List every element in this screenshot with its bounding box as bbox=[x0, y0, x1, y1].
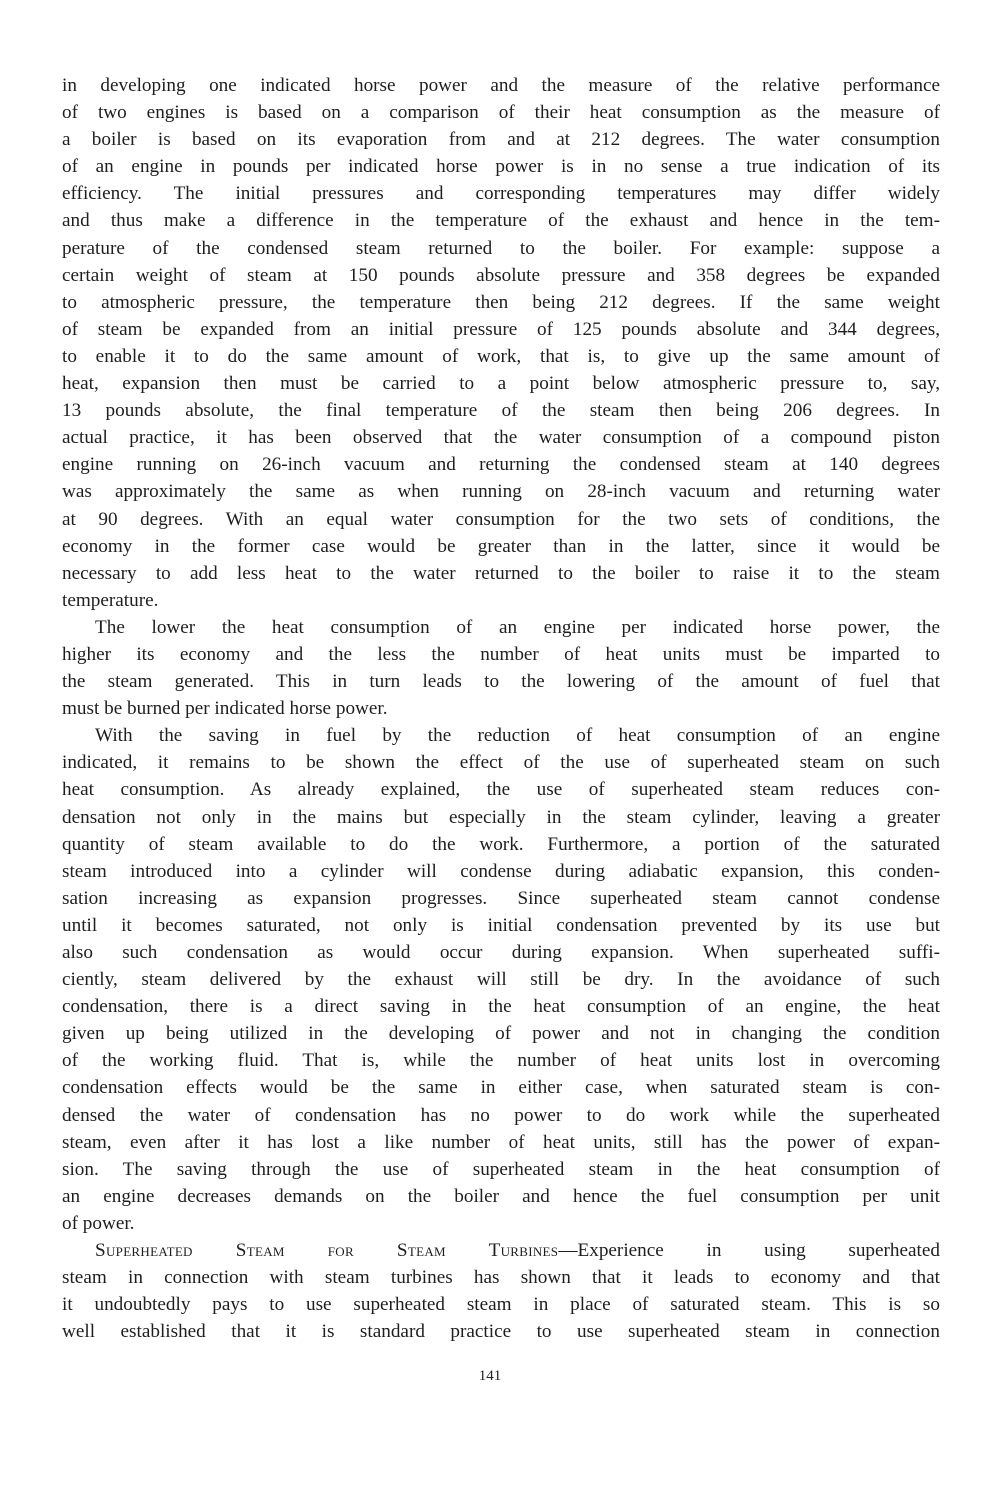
text-line: a boiler is based on its evaporation from and at 212 degrees. The water consumption bbox=[62, 129, 940, 151]
paragraph bbox=[62, 72, 940, 614]
text-line: actual practice, it has been observed that the water consumption of a compound piston bbox=[62, 427, 940, 449]
page-number: 141 bbox=[478, 1368, 502, 1384]
text-line: densed the water of condensation has no power to do work while the superheated bbox=[62, 1104, 940, 1126]
text-line: economy in the former case would be greater than in the latter, since it would be bbox=[62, 535, 940, 557]
text-line: indicated, it remains to be shown the effect of the use of superheated steam on such bbox=[62, 752, 940, 774]
text-line: steam in connection with steam turbines has shown that it leads to economy and that bbox=[62, 1267, 940, 1289]
text-line: of two engines is based on a comparison of their heat consumption as the measure of bbox=[62, 102, 940, 124]
text-line: higher its economy and the less the number of heat units must be imparted to bbox=[62, 643, 940, 665]
text-line: of power. bbox=[62, 1212, 135, 1234]
text-line: With the saving in fuel by the reduction of heat consumption of an engine bbox=[95, 725, 940, 747]
text-line: to atmospheric pressure, the temperature then being 212 degrees. If the same weight bbox=[62, 291, 940, 313]
text-line: of steam be expanded from an initial pressure of 125 pounds absolute and 344 degrees, bbox=[62, 318, 940, 340]
text-line: of the working fluid. That is, while the number of heat units lost in overcoming bbox=[62, 1050, 940, 1072]
text-line: sion. The saving through the use of superheated steam in the heat consumption of bbox=[62, 1158, 940, 1180]
section-heading: Superheated Steam for Steam Turbines bbox=[95, 1240, 559, 1262]
text-line: to enable it to do the same amount of work, that is, to give up the same amount of bbox=[62, 345, 940, 367]
text-line: engine running on 26-inch vacuum and returning the condensed steam at 140 degrees bbox=[62, 454, 940, 476]
text-line: must be burned per indicated horse power. bbox=[62, 698, 388, 720]
text-line: sation increasing as expansion progresses. Since superheated steam cannot condense bbox=[62, 887, 940, 909]
text-line: well established that it is standard practice to use superheated steam in connection bbox=[62, 1321, 940, 1343]
text-line: in developing one indicated horse power and the measure of the relative performance bbox=[62, 75, 940, 96]
text-line: condensation effects would be the same in either case, when saturated steam is con- bbox=[62, 1077, 940, 1099]
text-line: and thus make a difference in the temperature of the exhaust and hence in the tem- bbox=[62, 210, 940, 232]
text-line: steam, even after it has lost a like number of heat units, still has the power of expan- bbox=[62, 1131, 940, 1153]
text-line: at 90 degrees. With an equal water consumption for the two sets of conditions, the bbox=[62, 508, 940, 530]
text-line: quantity of steam available to do the work. Furthermore, a portion of the saturated bbox=[62, 833, 940, 855]
text-line: necessary to add less heat to the water returned to the boiler to raise it to the steam bbox=[62, 562, 940, 584]
text-line: of an engine in pounds per indicated horse power is in no sense a true indication of its bbox=[62, 156, 940, 178]
text-line bbox=[62, 1237, 940, 1264]
text-span: —Experience in using superheated bbox=[558, 1240, 941, 1262]
text-line: The lower the heat consumption of an engine per indicated horse power, the bbox=[95, 616, 940, 638]
page-body bbox=[62, 72, 940, 1345]
paragraph bbox=[62, 1237, 940, 1345]
text-line: ciently, steam delivered by the exhaust will still be dry. In the avoidance of such bbox=[62, 969, 940, 991]
text-line: given up being utilized in the developing of power and not in changing the condition bbox=[62, 1023, 940, 1045]
text-line: efficiency. The initial pressures and corresponding temperatures may differ widely bbox=[62, 183, 940, 205]
text-line: it undoubtedly pays to use superheated steam in place of saturated steam. This is so bbox=[62, 1294, 940, 1316]
paragraph bbox=[62, 614, 940, 722]
text-line: also such condensation as would occur during expansion. When superheated suffi- bbox=[62, 942, 940, 963]
text-line: certain weight of steam at 150 pounds absolute pressure and 358 degrees be expanded bbox=[62, 264, 940, 286]
text-line: was approximately the same as when running on 28-inch vacuum and returning water bbox=[62, 481, 940, 503]
text-line: an engine decreases demands on the boiler and hence the fuel consumption per unit bbox=[62, 1185, 940, 1207]
text-line: steam introduced into a cylinder will condense during adiabatic expansion, this conden- bbox=[62, 860, 940, 882]
paragraph bbox=[62, 722, 940, 1237]
text-line: heat, expansion then must be carried to a point below atmospheric pressure to, say, bbox=[62, 373, 940, 395]
text-line: until it becomes saturated, not only is initial condensation prevented by its use but bbox=[62, 914, 940, 936]
text-line: the steam generated. This in turn leads to the lowering of the amount of fuel that bbox=[62, 671, 940, 693]
text-line: condensation, there is a direct saving in the heat consumption of an engine, the heat bbox=[62, 996, 940, 1018]
text-line: 13 pounds absolute, the final temperature of the steam then being 206 degrees. In bbox=[62, 400, 940, 422]
text-line: densation not only in the mains but especially in the steam cylinder, leaving a greater bbox=[62, 806, 940, 828]
text-line: perature of the condensed steam returned to the boiler. For example: suppose a bbox=[62, 237, 940, 259]
text-line: heat consumption. As already explained, the use of superheated steam reduces con- bbox=[62, 779, 940, 801]
text-line: temperature. bbox=[62, 589, 159, 611]
